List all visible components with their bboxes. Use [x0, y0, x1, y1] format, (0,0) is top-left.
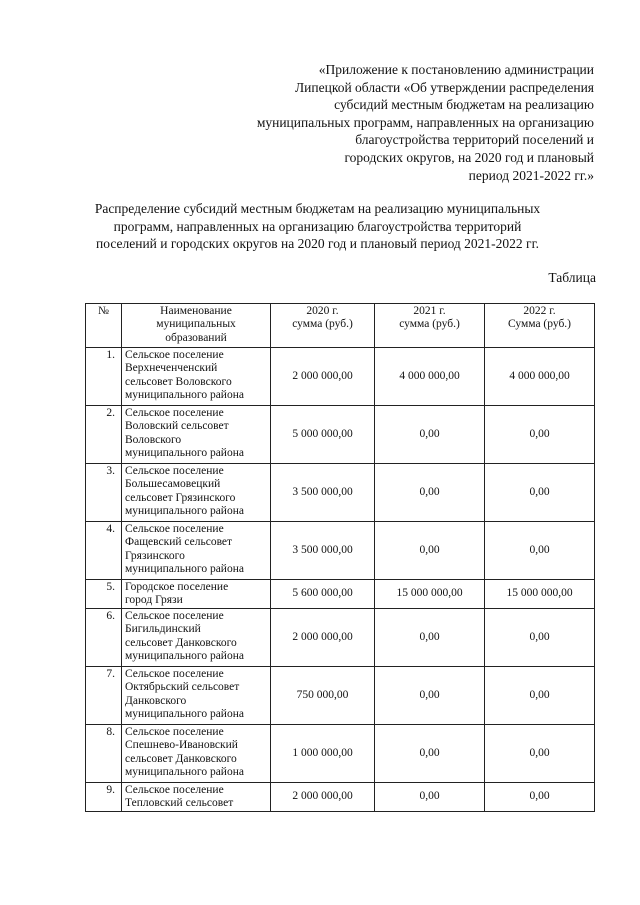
name-line: Сельское поселение [125, 610, 224, 622]
row-number: 1. [86, 348, 122, 406]
row-number: 6. [86, 609, 122, 667]
name-line: Бигильдинский [125, 623, 201, 636]
amount-2021: 0,00 [375, 522, 485, 580]
header-name-line: Наименование [160, 305, 232, 317]
name-line: Большесамовецкий [125, 478, 221, 491]
amount-2022: 0,00 [485, 464, 595, 522]
name-line: Сельское поселение [125, 523, 224, 535]
row-number: 5. [86, 580, 122, 609]
name-line: сельсовет Данковского [125, 636, 237, 649]
name-line: сельсовет Воловского [125, 375, 232, 388]
table-row [86, 667, 595, 725]
table-row [86, 725, 595, 783]
name-line: муниципального района [125, 562, 244, 575]
name-line: муниципального района [125, 765, 244, 778]
amount-2020: 750 000,00 [271, 667, 375, 725]
row-number: 7. [86, 667, 122, 725]
header-name [122, 304, 271, 348]
table-row [86, 580, 595, 609]
name-line: Сельское поселение [125, 407, 224, 419]
amount-2021: 0,00 [375, 464, 485, 522]
amount-2022: 0,00 [485, 725, 595, 783]
name-line: Воловского [125, 433, 182, 446]
header-name-line: муниципальных [156, 318, 236, 331]
table-row [86, 522, 595, 580]
amount-2022: 0,00 [485, 667, 595, 725]
municipality-name [122, 725, 271, 783]
table-header-row [86, 304, 595, 348]
appendix-line: муниципальных программ, направленных на организацию [256, 114, 594, 130]
header-2022-line: Сумма (руб.) [507, 318, 572, 331]
amount-2020: 1 000 000,00 [271, 725, 375, 783]
name-line: Фащевский сельсовет [125, 536, 233, 549]
appendix-note [174, 61, 594, 184]
name-line: Сельское поселение [125, 784, 224, 796]
municipality-name [122, 348, 271, 406]
amount-2021: 0,00 [375, 609, 485, 667]
appendix-line: субсидий местным бюджетам на реализацию [334, 97, 594, 113]
name-line: Сельское поселение [125, 668, 224, 680]
row-number: 3. [86, 464, 122, 522]
name-line: Грязинского [125, 549, 185, 562]
name-line: Сельское поселение [125, 349, 224, 361]
name-line: Воловский сельсовет [125, 420, 229, 433]
name-line: муниципального района [125, 446, 244, 459]
name-line: муниципального района [125, 649, 244, 662]
header-2020 [271, 304, 375, 348]
municipality-name [122, 406, 271, 464]
subsidy-table [85, 303, 595, 812]
name-line: сельсовет Грязинского [125, 491, 236, 504]
amount-2022: 4 000 000,00 [485, 348, 595, 406]
amount-2020: 5 000 000,00 [271, 406, 375, 464]
amount-2021: 4 000 000,00 [375, 348, 485, 406]
name-line: Сельское поселение [125, 726, 224, 738]
amount-2022: 0,00 [485, 522, 595, 580]
amount-2020: 2 000 000,00 [271, 609, 375, 667]
table-row [86, 464, 595, 522]
header-num: № [86, 304, 122, 348]
amount-2022: 15 000 000,00 [485, 580, 595, 609]
header-2021-line: сумма (руб.) [399, 318, 460, 331]
amount-2020: 3 500 000,00 [271, 522, 375, 580]
appendix-line: благоустройства территорий поселений и [355, 132, 594, 148]
amount-2022: 0,00 [485, 406, 595, 464]
header-name-line: образований [165, 331, 227, 344]
amount-2021: 0,00 [375, 667, 485, 725]
row-number: 9. [86, 783, 122, 812]
amount-2020: 2 000 000,00 [271, 348, 375, 406]
row-number: 2. [86, 406, 122, 464]
appendix-line: период 2021-2022 гг.» [468, 167, 594, 183]
amount-2020: 5 600 000,00 [271, 580, 375, 609]
row-number: 4. [86, 522, 122, 580]
name-line: муниципального района [125, 504, 244, 517]
amount-2021: 15 000 000,00 [375, 580, 485, 609]
municipality-name [122, 609, 271, 667]
appendix-line: городских округов, на 2020 год и плановый [344, 149, 594, 165]
row-number: 8. [86, 725, 122, 783]
municipality-name [122, 667, 271, 725]
name-line: Верхнеченченский [125, 362, 218, 375]
header-2022-line: 2022 г. [523, 305, 556, 317]
amount-2021: 0,00 [375, 406, 485, 464]
header-2021-line: 2021 г. [413, 305, 446, 317]
amount-2021: 0,00 [375, 783, 485, 812]
name-line: Октябрьский сельсовет [125, 681, 240, 694]
name-line: муниципального района [125, 707, 244, 720]
amount-2020: 3 500 000,00 [271, 464, 375, 522]
heading-line: Распределение субсидий местным бюджетам на реализацию муниципальных [94, 201, 541, 216]
municipality-name [122, 783, 271, 812]
municipality-name [122, 522, 271, 580]
name-line: Сельское поселение [125, 465, 224, 477]
header-2020-line: 2020 г. [306, 305, 339, 317]
header-2022 [485, 304, 595, 348]
name-line: город Грязи [125, 594, 183, 607]
amount-2022: 0,00 [485, 783, 595, 812]
table-label: Таблица [548, 270, 596, 285]
name-line: Данковского [125, 694, 187, 707]
name-line: муниципального района [125, 388, 244, 401]
table-row [86, 609, 595, 667]
heading-line: поселений и городских округов на 2020 год и плановый период 2021-2022 гг. [96, 236, 539, 252]
name-line: Спешнево-Ивановский [125, 739, 238, 752]
name-line: Городское поселение [125, 581, 229, 593]
amount-2020: 2 000 000,00 [271, 783, 375, 812]
name-line: сельсовет Данковского [125, 752, 237, 765]
amount-2022: 0,00 [485, 609, 595, 667]
document-heading [40, 200, 595, 253]
municipality-name [122, 464, 271, 522]
table-row [86, 348, 595, 406]
header-2021 [375, 304, 485, 348]
heading-line: программ, направленных на организацию благоустройства территорий [113, 218, 522, 234]
municipality-name [122, 580, 271, 609]
table-row [86, 783, 595, 812]
table-row [86, 406, 595, 464]
amount-2021: 0,00 [375, 725, 485, 783]
header-2020-line: сумма (руб.) [292, 318, 353, 331]
appendix-line: «Приложение к постановлению администрации [318, 62, 594, 77]
name-line: Тепловский сельсовет [125, 797, 234, 810]
appendix-line: Липецкой области «Об утверждении распределения [295, 79, 594, 95]
